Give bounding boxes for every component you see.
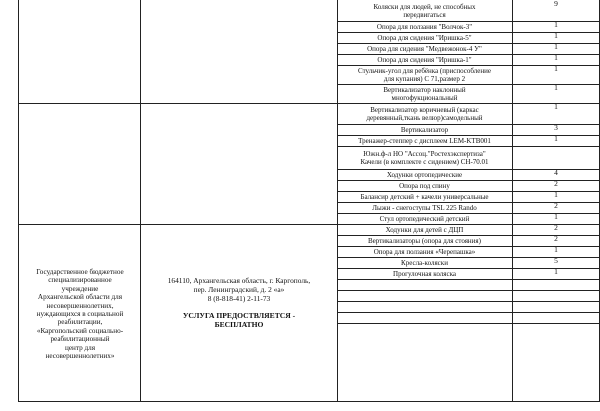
item-name: Опора для ползания "Волчок-3" [376,22,473,31]
item-name-cell [338,169,511,180]
item-name-cell [338,290,511,301]
item-quantity [513,146,599,169]
item-name-cell [338,246,511,257]
item-name-cell [338,191,511,202]
item-name-cell [338,103,511,124]
item-name: Вертикализаторы (опора для стояния) [368,236,481,245]
item-name: Кресла-коляски [401,258,448,267]
item-quantity: 1 [554,246,558,254]
item-name: Вертикализатор наклонный [383,85,466,94]
item-name-cell [338,21,511,32]
item-quantity: 2 [554,224,558,232]
item-quantity: 4 [554,169,558,177]
item-name-cell [338,65,511,84]
item-quantity: 1 [554,43,558,51]
item-quantity: 3 [554,124,558,132]
item-name-cell [338,146,511,169]
item-name: для купания) С 71,размер 2 [383,74,466,83]
item-name: Вертикализатор коричневый (каркас [370,105,479,114]
item-quantity: 1 [554,54,558,62]
item-quantity [513,301,599,312]
address-line: пер. Ленинградский, д. 2 «а» [193,285,285,294]
org-line: реабилитационный [50,335,110,344]
service-line: БЕСПЛАТНО [214,320,264,329]
item-name: Опора для сидения "Иришка-5" [377,33,472,42]
item-quantity [513,323,599,333]
item-quantity [513,312,599,323]
item-quantity: 5 [554,257,558,265]
org-line: центр для [64,343,96,352]
item-quantity: 9 [554,0,558,8]
item-quantity: 2 [554,202,558,210]
address-line: 164110, Архангельская область, г. Каргополь, [167,276,311,285]
column-border [18,0,19,402]
service-line: УСЛУГА ПРЕДОСТВЛЯЕТСЯ - [182,311,296,320]
item-name-cell [338,323,511,333]
phone-number: 8 (8-818-41) 2-11-73 [207,294,271,303]
item-name-cell [338,43,511,54]
item-name-cell [338,213,511,224]
item-name: Вертикализатор [400,125,449,134]
item-name-cell [338,301,511,312]
org-line: «Каргопольский социально- [36,326,124,335]
item-quantity: 1 [554,191,558,199]
item-quantity: 1 [554,32,558,40]
item-name: Опора для ползания «Черепашка» [373,247,476,256]
org-line: специализированное [48,276,112,285]
org-line: несовершеннолетних» [45,352,115,361]
item-quantity: 1 [554,84,558,92]
item-name: Качели (в комплекте с сидением) СН-70.01 [360,157,489,166]
item-name: Коляски для людей, не способных [373,2,476,11]
item-name: Ходунки для детей с ДЦП [385,225,464,234]
item-name-cell [338,84,511,103]
item-name: Опора под спину [399,181,450,190]
table-bottom-border [18,401,600,402]
org-line: Государственное бюджетное [36,268,124,276]
item-quantity: 1 [554,65,558,73]
item-name: Тренажер-степпер с дисплеем LEM-KTB001 [358,136,491,145]
item-name-cell [338,180,511,191]
org-line: реабилитации, [57,318,103,327]
column-border [140,0,141,402]
item-name-cell [338,54,511,65]
item-name-cell [338,279,511,290]
item-quantity: 1 [554,135,558,143]
item-name: Стул ортопедический детский [379,214,470,223]
item-name: многофукциональный [391,93,458,102]
item-name-cell [338,268,511,279]
item-name-cell [338,235,511,246]
item-name-cell [338,135,511,146]
item-quantity: 1 [554,268,558,276]
item-name-cell [338,312,511,323]
item-quantity [513,279,599,290]
org-line: нуждающихся в социальной [36,310,124,319]
service-note [146,311,332,329]
item-quantity: 2 [554,235,558,243]
item-quantity: 1 [554,103,558,111]
item-name: Опора для сидения "Медвежонок-4 У" [367,44,482,53]
item-name-cell [338,202,511,213]
item-name: Балансир детский + качели универсальные [360,192,489,201]
item-name: Южн.ф-л НО "Ассоц."Ростехэкспертиза" [363,149,486,158]
organization-name [22,268,138,360]
item-name: Опора для сидения "Иришка-1" [377,55,472,64]
item-name-cell [338,124,511,135]
item-name: Лыжи - снегоступы TSL 225 Rando [372,203,477,212]
item-name-cell [338,224,511,235]
item-name: передвигаться [403,10,446,19]
org-line: несовершеннолетних, [46,301,114,310]
item-name: Стульчик-угол для ребёнка (приспособление [358,66,491,75]
item-name: Ходунки ортопедические [386,170,463,179]
org-line: учреждение [61,284,99,293]
item-quantity: 1 [554,213,558,221]
item-quantity [513,290,599,301]
org-line: Архангельской области для [37,293,123,302]
item-quantity: 2 [554,180,558,188]
item-name-cell [338,0,511,21]
item-name-cell [338,32,511,43]
item-quantity: 1 [554,21,558,29]
item-name: деревянный,ткань велюр)самодельный [366,113,483,122]
organization-address [146,276,332,329]
item-name: Прогулочная коляска [393,269,456,278]
item-name-cell [338,257,511,268]
